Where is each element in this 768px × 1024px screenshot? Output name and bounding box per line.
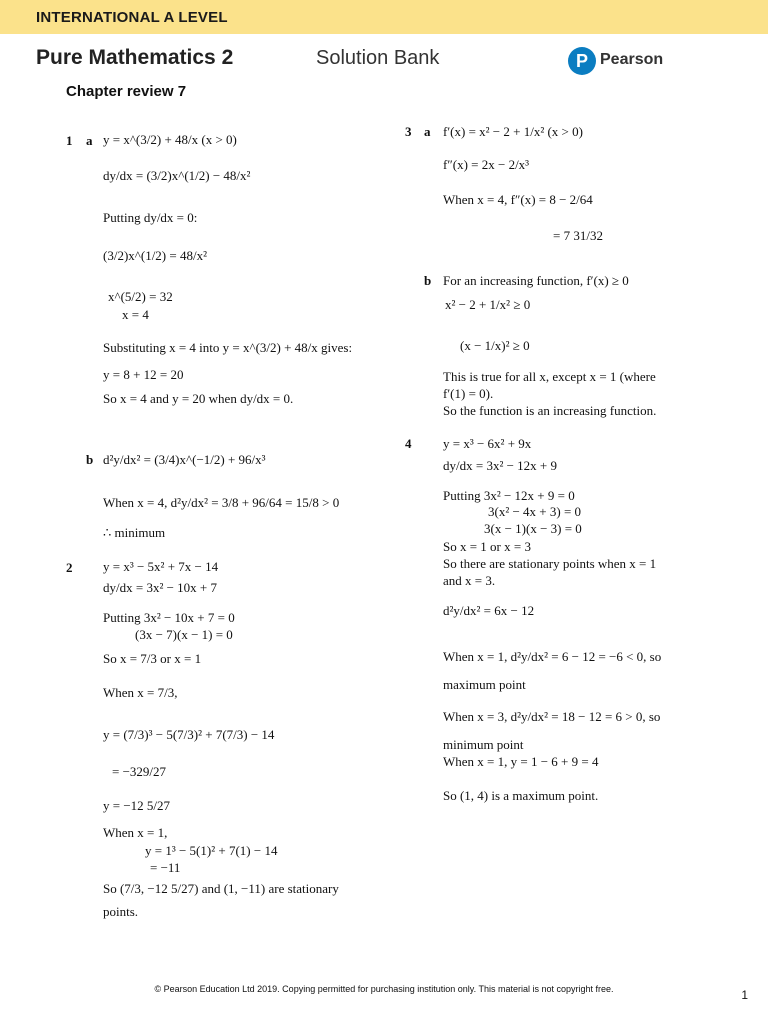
solution-line: So x = 4 and y = 20 when dy/dx = 0. [103,391,294,406]
solution-line: y = x³ − 5x² + 7x − 14 [103,559,219,574]
solution-line: Putting 3x² − 12x + 9 = 0 [443,488,575,503]
solution-line: When x = 7/3, [103,685,178,700]
copyright-footer: © Pearson Education Ltd 2019. Copying permitted for purchasing institution only. This material is not copyright free. [154,984,614,994]
header-band [0,0,768,34]
solution-line: f′(x) = x² − 2 + 1/x² (x > 0) [443,124,583,139]
solution-line: So x = 1 or x = 3 [443,539,531,554]
solution-line: y = 1³ − 5(1)² + 7(1) − 14 [145,843,278,858]
book-title: Pure Mathematics 2 [36,46,234,69]
solution-line: (3x − 7)(x − 1) = 0 [135,627,233,642]
solution-line: = 7 31/32 [553,228,603,243]
solution-line: So there are stationary points when x = 1 [443,556,657,571]
question-number: 1 [66,133,73,148]
pearson-logo-icon: P [568,47,596,75]
solution-line: Putting 3x² − 10x + 7 = 0 [103,610,235,625]
solution-line: and x = 3. [443,573,496,588]
solution-line: So (7/3, −12 5/27) and (1, −11) are stationary [103,881,339,896]
solution-line: dy/dx = 3x² − 10x + 7 [103,580,218,595]
solution-line: y = (7/3)³ − 5(7/3)² + 7(7/3) − 14 [103,727,275,742]
pearson-brand: Pearson [600,51,664,68]
solution-line: When x = 1, y = 1 − 6 + 9 = 4 [443,754,599,769]
chapter-heading: Chapter review 7 [66,83,187,100]
solution-line: 3(x² − 4x + 3) = 0 [488,504,582,519]
part-label: a [86,133,93,148]
solution-line: = −329/27 [112,764,167,779]
solution-line: f′(1) = 0). [443,386,494,401]
solution-line: When x = 1, d²y/dx² = 6 − 12 = −6 < 0, so [443,649,662,664]
solution-line: When x = 3, d²y/dx² = 18 − 12 = 6 > 0, so [443,709,661,724]
solution-line: When x = 4, f″(x) = 8 − 2/64 [443,192,593,207]
solution-bank-label: Solution Bank [316,47,440,69]
solution-line: y = −12 5/27 [103,798,171,813]
solution-line: So the function is an increasing function. [443,403,657,418]
question-number: 3 [405,124,412,139]
solution-line: So x = 7/3 or x = 1 [103,651,202,666]
solution-line: minimum point [443,737,524,752]
solution-line: 3(x − 1)(x − 3) = 0 [484,521,582,536]
solution-line: (x − 1/x)² ≥ 0 [460,338,530,353]
solution-line: When x = 4, d²y/dx² = 3/8 + 96/64 = 15/8 > 0 [103,495,340,510]
solution-line: d²y/dx² = 6x − 12 [443,603,535,618]
solution-line: When x = 1, [103,825,168,840]
solution-line: (3/2)x^(1/2) = 48/x² [103,248,207,263]
solution-line: = −11 [150,860,181,875]
solution-line: maximum point [443,677,526,692]
solution-line: ∴ minimum [103,525,166,540]
page-number: 1 [741,988,748,1002]
solution-line: y = x^(3/2) + 48/x (x > 0) [103,132,237,147]
solution-line: So (1, 4) is a maximum point. [443,788,599,803]
qualification-label: INTERNATIONAL A LEVEL [36,9,228,26]
solution-line: points. [103,904,139,919]
solution-line: y = 8 + 12 = 20 [103,367,184,382]
solution-line: x = 4 [122,307,149,322]
part-label: b [86,452,94,467]
solution-line: dy/dx = 3x² − 12x + 9 [443,458,558,473]
question-number: 2 [66,560,73,575]
question-number: 4 [405,436,412,451]
part-label: a [424,124,431,139]
solution-line: For an increasing function, f′(x) ≥ 0 [443,273,629,288]
solution-line: y = x³ − 6x² + 9x [443,436,532,451]
solution-line: x² − 2 + 1/x² ≥ 0 [445,297,531,312]
solution-line: dy/dx = (3/2)x^(1/2) − 48/x² [103,168,251,183]
solution-line: Putting dy/dx = 0: [103,210,198,225]
solution-line: d²y/dx² = (3/4)x^(−1/2) + 96/x³ [103,452,266,467]
solution-line: This is true for all x, except x = 1 (where [443,369,656,384]
part-label: b [424,273,432,288]
solution-line: Substituting x = 4 into y = x^(3/2) + 48/x gives: [103,340,353,355]
solution-line: f″(x) = 2x − 2/x³ [443,157,530,172]
solution-line: x^(5/2) = 32 [108,289,173,304]
